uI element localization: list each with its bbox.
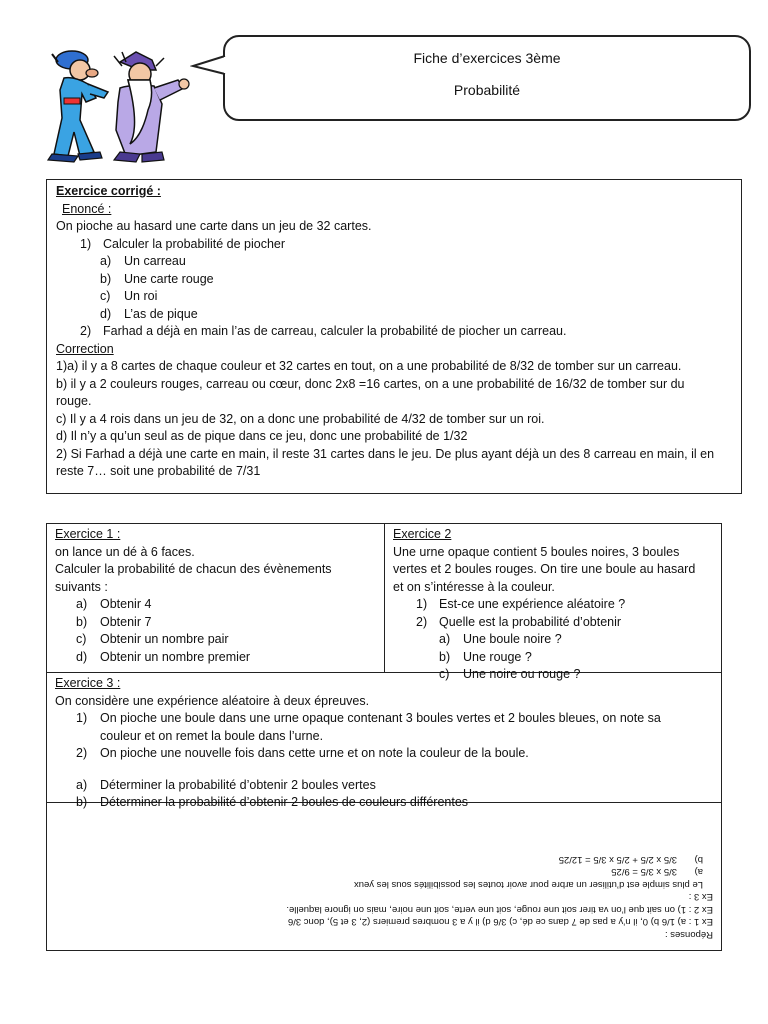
correction-line: b) il y a 2 couleurs rouges, carreau ou cœur, donc 2x8 =16 cartes, on a une probabilité de 16/32 de tomber sur du	[56, 376, 685, 391]
list-item: b) Obtenir 7	[76, 614, 152, 629]
exercise-3-cell	[47, 673, 723, 814]
correction-line: d) Il n’y a qu’un seul as de pique dans ce jeu, donc une probabilité de 1/32	[56, 429, 468, 443]
answers-upside-down	[57, 824, 713, 940]
corrected-exercise-box	[46, 179, 742, 494]
exercise-1-text: suivants :	[55, 579, 108, 594]
page-subtitle: Probabilité	[453, 82, 521, 98]
correction-line: c) Il y a 4 rois dans un jeu de 32, on a donc une probabilité de 4/32 de tomber sur un roi.	[56, 411, 545, 426]
list-item-continuation: couleur et on remet la boule dans l’urne.	[100, 728, 324, 743]
correction-line: 1)a) il y a 8 cartes de chaque couleur et 32 cartes en tout, on a une probabilité de 8/32 de tomber sur un carreau.	[56, 359, 682, 373]
exercise-2-text: vertes et 2 boules rouges. On tire une boule au hasard	[393, 562, 696, 576]
bubble-tail	[190, 50, 230, 80]
list-item: 2) Quelle est la probabilité d’obtenir	[416, 614, 622, 629]
exercise-3-text: On considère une expérience aléatoire à deux épreuves.	[55, 693, 370, 708]
answers-ex3-b: b) 3/5 x 2/5 + 2/5 x 3/5 = 12/25	[558, 854, 703, 865]
cartoon-illustration	[44, 40, 194, 168]
question-1: 1) Calculer la probabilité de piocher	[80, 236, 286, 251]
list-item: b) Déterminer la probabilité d’obtenir 2 boules de couleurs différentes	[76, 795, 469, 809]
question-2: 2) Farhad a déjà en main l’as de carreau, calculer la probabilité de piocher un carreau.	[80, 324, 567, 338]
answers-ex3-note: Le plus simple est d’utiliser un arbre pour avoir toutes les possibilités sous les yeux	[353, 879, 703, 890]
list-item: 1) Est-ce une expérience aléatoire ?	[416, 597, 626, 611]
answers-ex3: Ex 3 :	[688, 891, 713, 903]
spacer	[55, 763, 715, 777]
answers-ex1: Ex 1 : a) 1/6 b) 0, il n’y a pas de 7 dans ce dé, c) 3/6 d) il y a 3 nombres premiers (2, 3 et 5), donc 3/6	[287, 916, 713, 928]
exercise-1-cell	[47, 524, 384, 668]
correction-line: reste 7… soit une probabilité de 7/31	[56, 464, 261, 478]
list-item: c) Une noire ou rouge ?	[439, 667, 581, 681]
list-item: c) Obtenir un nombre pair	[76, 632, 229, 646]
corrected-exercise-heading: Exercice corrigé :	[56, 184, 161, 198]
title-bubble	[223, 35, 751, 121]
answers-ex2: Ex 2 : 1) on sait que l’on va tirer soit une rouge, soit une verte, soit une noire, mais on ignore laquelle.	[286, 904, 713, 915]
correction-line: rouge.	[56, 394, 92, 408]
list-item: 2) On pioche une nouvelle fois dans cette urne et on note la couleur de la boule.	[76, 746, 529, 760]
exercise-3-heading: Exercice 3 :	[55, 676, 121, 690]
correction-label: Correction	[56, 341, 114, 356]
enonce-intro: On pioche au hasard une carte dans un jeu de 32 cartes.	[56, 219, 372, 233]
list-item: b) Une carte rouge	[100, 271, 214, 286]
exercise-1-text: Calculer la probabilité de chacun des évènements	[55, 562, 332, 576]
page-title: Fiche d’exercices 3ème	[413, 50, 561, 66]
exercise-2-text: et on s’intéresse à la couleur.	[393, 579, 555, 594]
exercise-2-heading: Exercice 2	[393, 527, 452, 541]
list-item: d) Obtenir un nombre premier	[76, 649, 251, 664]
enonce-label: Enoncé :	[62, 201, 112, 216]
list-item: a) Obtenir 4	[76, 597, 152, 611]
list-item: d) L’as de pique	[100, 306, 198, 321]
list-item: 1) On pioche une boule dans une urne opaque contenant 3 boules vertes et 2 boules bleues, on note sa	[76, 711, 661, 725]
list-item: c) Un roi	[100, 289, 158, 303]
list-item: b) Une rouge ?	[439, 649, 532, 664]
exercises-table	[46, 523, 722, 951]
list-item: a) Un carreau	[100, 254, 186, 268]
exercise-1-heading: Exercice 1 :	[55, 527, 121, 541]
answers-ex3-a: a) 3/5 x 3/5 = 9/25	[611, 866, 703, 878]
exercise-2-text: Une urne opaque contient 5 boules noires, 3 boules	[393, 544, 680, 559]
list-item: a) Une boule noire ?	[439, 632, 562, 646]
answers-title: Réponses :	[664, 929, 713, 940]
exercise-1-text: on lance un dé à 6 faces.	[55, 544, 195, 559]
correction-line: 2) Si Farhad a déjà une carte en main, il reste 31 cartes dans le jeu. De plus ayant déjà un des 8 carreau en main, il en	[56, 446, 715, 461]
list-item: a) Déterminer la probabilité d’obtenir 2 boules vertes	[76, 777, 376, 792]
exercise-2-cell	[385, 524, 723, 686]
